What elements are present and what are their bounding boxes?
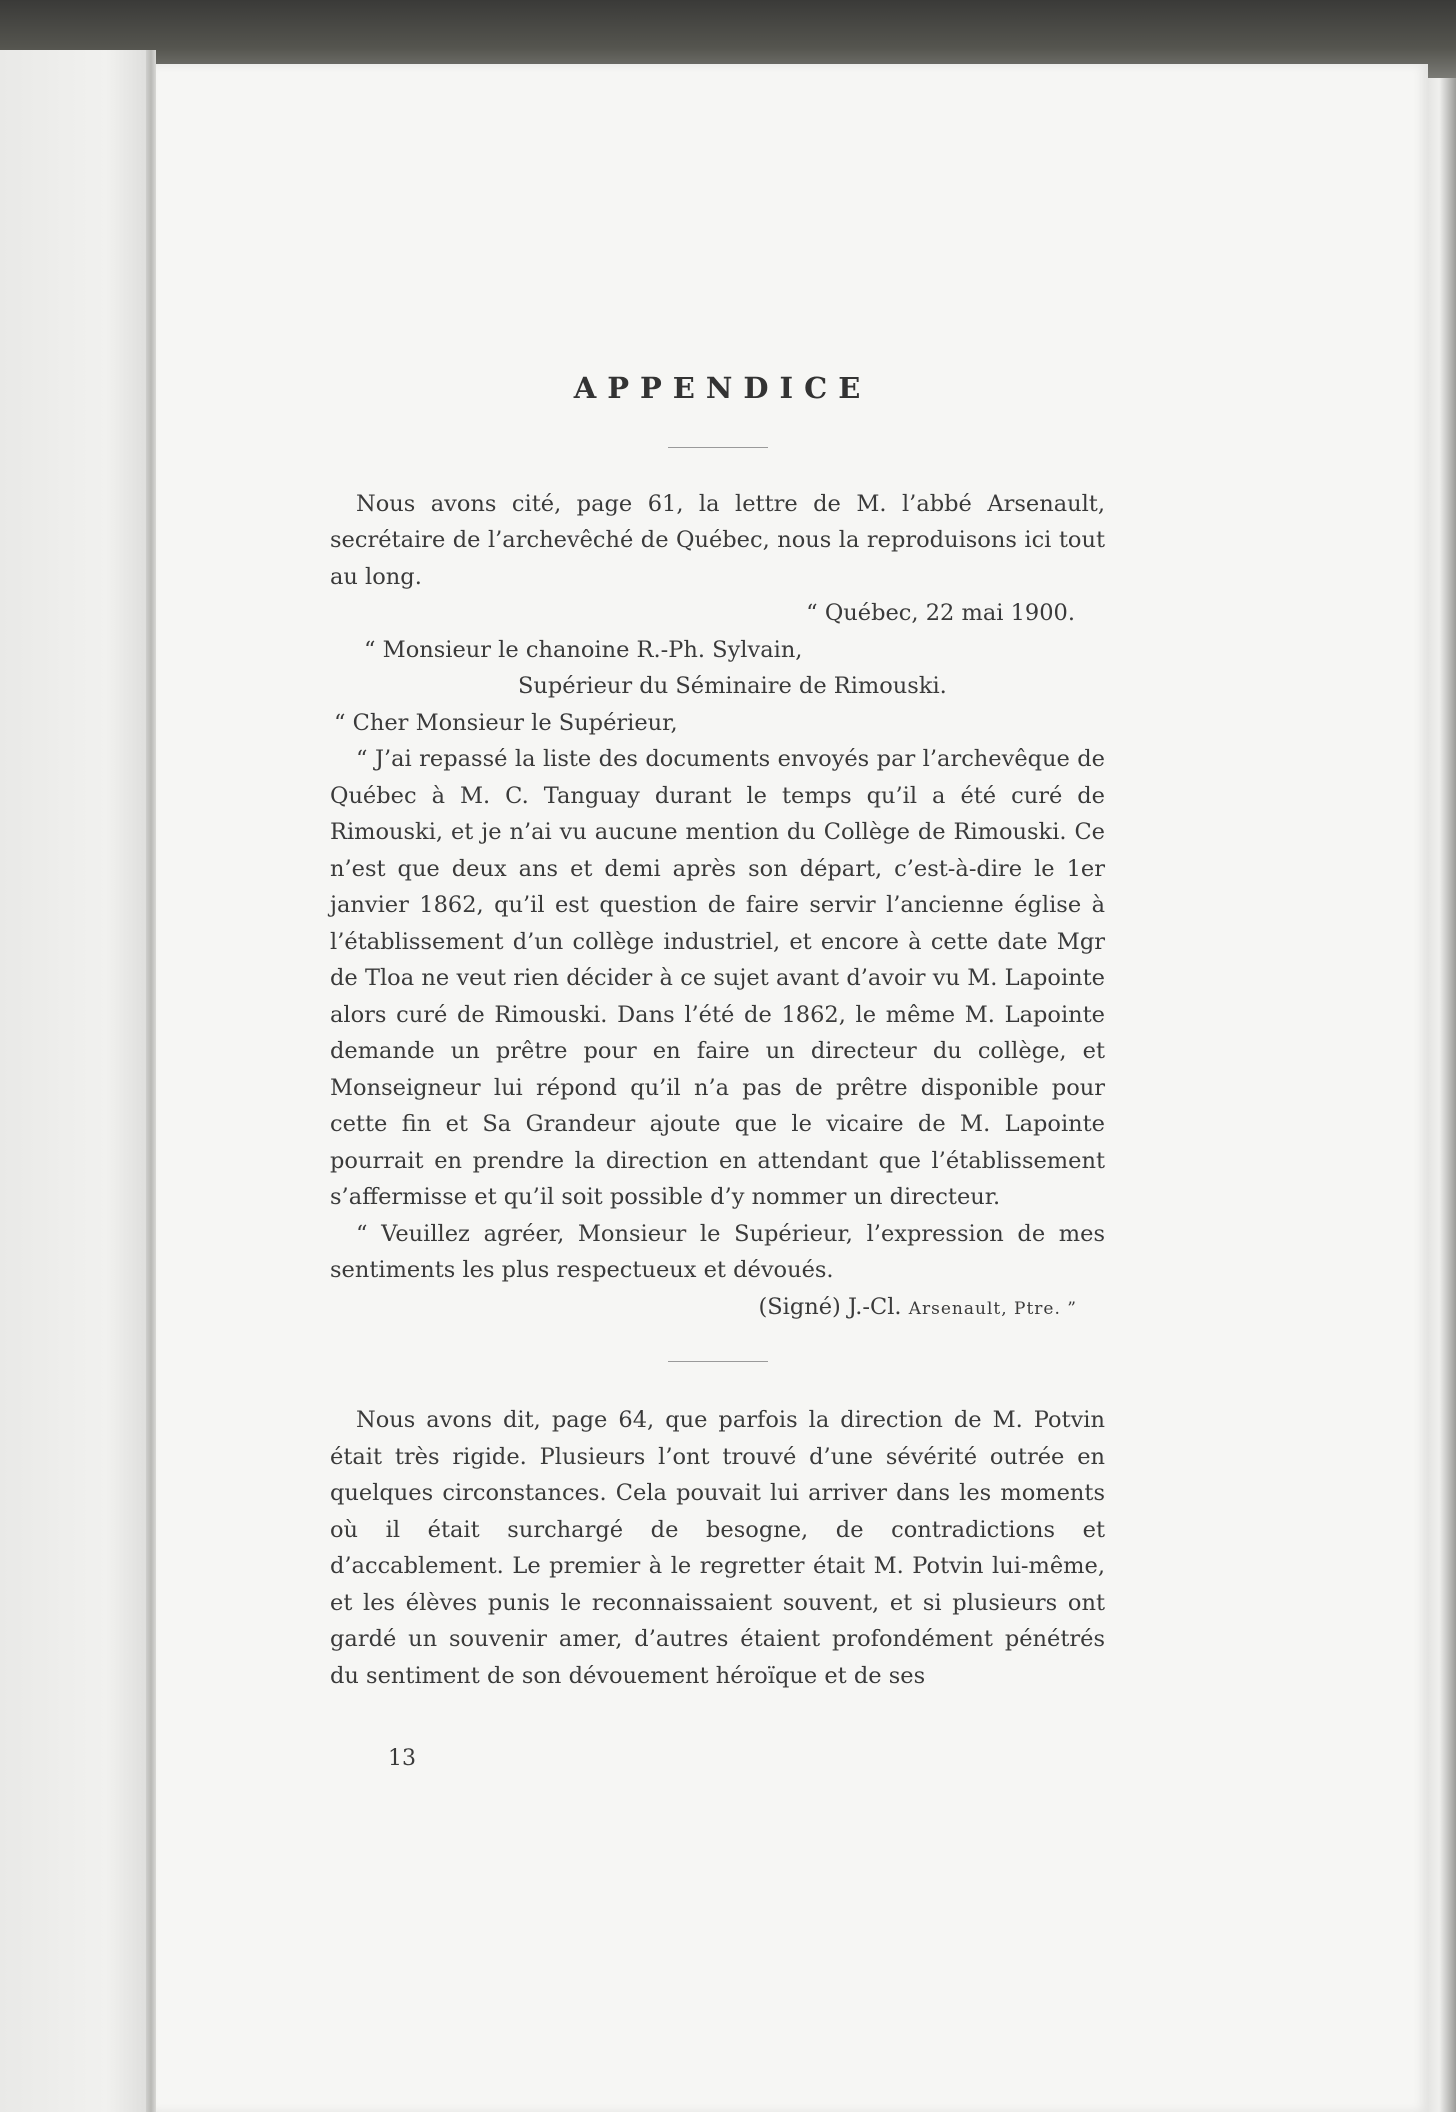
letter-addressee-title: Supérieur du Séminaire de Rimouski. xyxy=(518,673,947,699)
intro-paragraph: Nous avons cité, page 61, la lettre de M. l’abbé Arsenault, secrétaire de l’archevêché de Québec, nous la reproduisons ici tout au long. xyxy=(330,490,1105,590)
letter-addressee: “ Monsieur le chanoine R.-Ph. Sylvain, xyxy=(364,636,803,663)
letter-signature xyxy=(330,1289,1105,1328)
page-content xyxy=(330,370,1105,1694)
letter-closing: “ Veuillez agréer, Monsieur le Supérieur, l’expression de mes sentiments les plus respectueux et dévoués. xyxy=(330,1220,1105,1283)
page-title: APPENDICE xyxy=(573,371,872,405)
page-folio: 13 xyxy=(388,1746,416,1771)
letter-date: “ Québec, 22 mai 1900. xyxy=(806,600,1075,626)
letter-greeting: “ Cher Monsieur le Supérieur, xyxy=(334,709,678,736)
page-edge-right xyxy=(1428,78,1456,2112)
book-spine xyxy=(146,50,156,2112)
letter-body: “ J’ai repassé la liste des documents envoyés par l’archevêque de Québec à M. C. Tanguay durant le temps qu’il a été curé de Rimouski, et je n’ai vu aucune mention du Collège de Rimouski. Ce n’est que deux ans et demi après son départ, c’est-à-dire le 1er janvier 1862, qu’il est question de faire servir l’ancienne église à l’établissement d’un collège industriel, et encore à cette date Mgr de Tloa ne veut rien décider à ce sujet avant d’avoir vu M. Lapointe alors curé de Rimouski. Dans l’été de 1862, le même M. Lapointe demande un prêtre pour en faire un directeur du collège, et Monseigneur lui répond qu’il n’a pas de prêtre disponible pour cette fin et Sa Grandeur ajoute que le vicaire de M. Lapointe pourrait en prendre la direction en attendant que l’établissement s’affermisse et qu’il soit possible d’y nommer un directeur. xyxy=(330,746,1105,1210)
signature-name: Arsenault, Ptre. ” xyxy=(908,1298,1077,1319)
facing-page-edge xyxy=(0,50,152,2112)
section-rule xyxy=(668,1361,768,1362)
signature-prefix: (Signé) J.-Cl. xyxy=(758,1293,909,1320)
title-rule xyxy=(668,447,768,448)
body-paragraph: Nous avons dit, page 64, que parfois la direction de M. Potvin était très rigide. Plusieurs l’ont trouvé d’une sévérité outrée en quelques circonstances. Cela pouvait lui arriver dans les moments où il était surchargé de besogne, de contradictions et d’accablement. Le premier à le regretter était M. Potvin lui-même, et les élèves punis le reconnaissaient souvent, et si plusieurs ont gardé un souvenir amer, d’autres étaient profondément pénétrés du sentiment de son dévouement héroïque et de ses xyxy=(330,1407,1105,1689)
